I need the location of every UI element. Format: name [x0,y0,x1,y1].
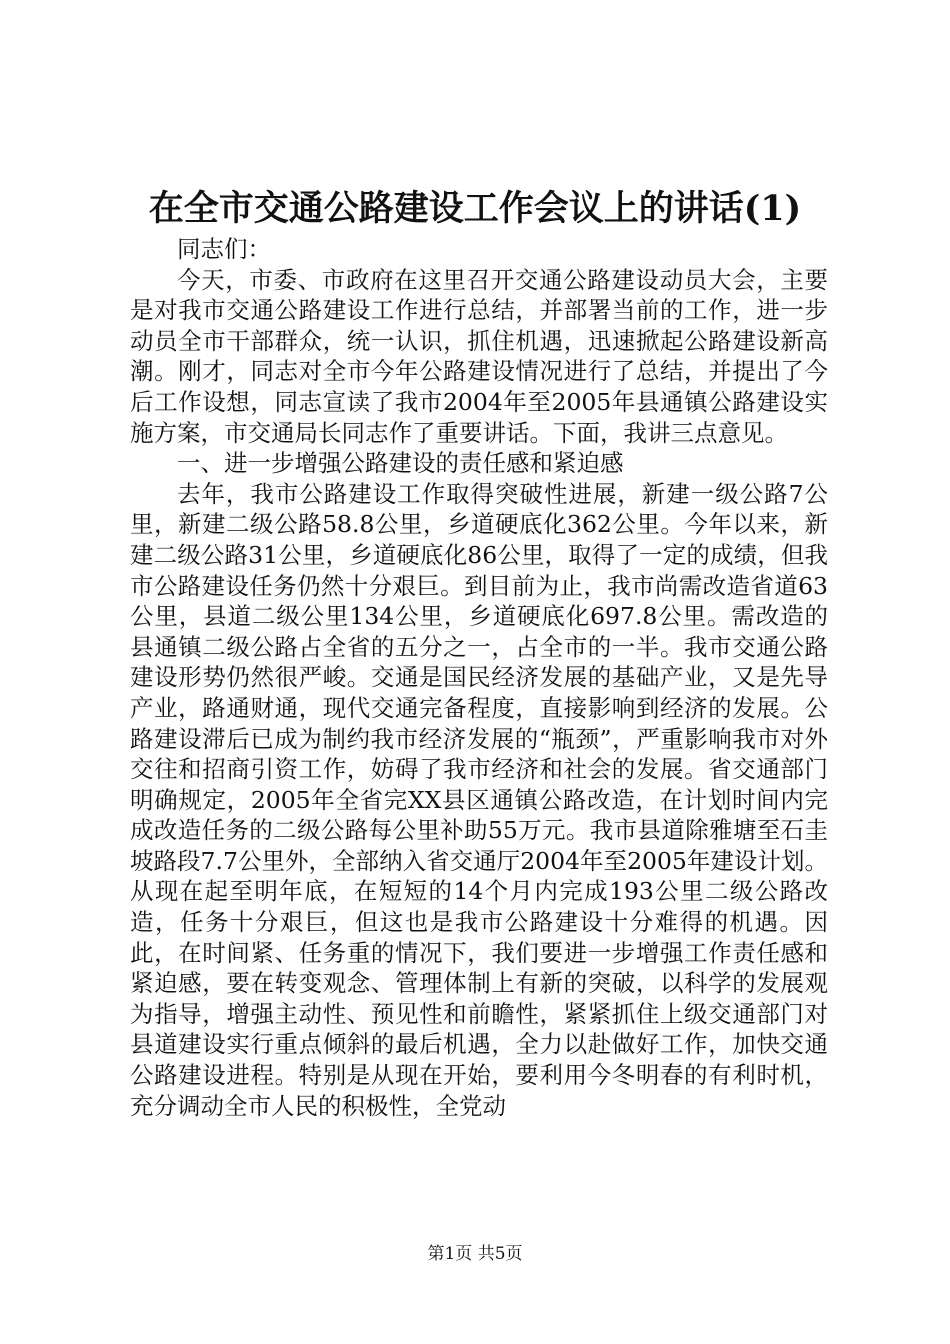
section-heading: 一、进一步增强公路建设的责任感和紧迫感 [177,449,624,478]
document-title: 在全市交通公路建设工作会议上的讲话(1) [148,188,802,229]
intro-paragraph: 今天，市委、市政府在这里召开交通公路建设动员大会，主要是对我市交通公路建设工作进行总结，并部署当前的工作，进一步动员全市干部群众，统一认识，抓住机遇，迅速掀起公路建设新高潮。刚才，同志对全市今年公路建设情况进行了总结，并提出了今后工作设想，同志宣读了我市2004年至2005年县通镇公路建设实施方案，市交通局长同志作了重要讲话。下面，我讲三点意见。 [130,265,828,447]
document-body [130,234,828,1121]
section-paragraph: 去年，我市公路建设工作取得突破性进展，新建一级公路7公里，新建二级公路58.8公里，乡道硬底化362公里。今年以来，新建二级公路31公里，乡道硬底化86公里，取得了一定的成绩，但我市公路建设任务仍然十分艰巨。到目前为止，我市尚需改造省道63公里，县道二级公里134公里，乡道硬底化697.8公里。需改造的县通镇二级公路占全省的五分之一，占全市的一半。我市交通公路建设形势仍然很严峻。交通是国民经济发展的基础产业，又是先导产业，路通财通，现代交通完备程度，直接影响到经济的发展。公路建设滞后已成为制约我市经济发展的“瓶颈”，严重影响我市对外交往和招商引资工作，妨碍了我市经济和社会的发展。省交通部门明确规定，2005年全省完XX县区通镇公路改造，在计划时间内完成改造任务的二级公路每公里补助55万元。我市县道除雅塘至石圭坡路段7.7公里外，全部纳入省交通厅2004年至2005年建设计划。从现在起至明年底，在短短的14个月内完成193公里二级公路改造，任务十分艰巨，但这也是我市公路建设十分难得的机遇。因此，在时间紧、任务重的情况下，我们要进一步增强工作责任感和紧迫感，要在转变观念、管理体制上有新的突破，以科学的发展观为指导，增强主动性、预见性和前瞻性，紧紧抓住上级交通部门对县道建设实行重点倾斜的最后机遇，全力以赴做好工作，加快交通公路建设进程。特别是从现在开始，要利用今冬明春的有利时机，充分调动全市人民的积极性，全党动 [130,479,828,1120]
page-footer: 第1页 共5页 [427,1244,523,1264]
salutation-paragraph: 同志们： [177,235,271,263]
